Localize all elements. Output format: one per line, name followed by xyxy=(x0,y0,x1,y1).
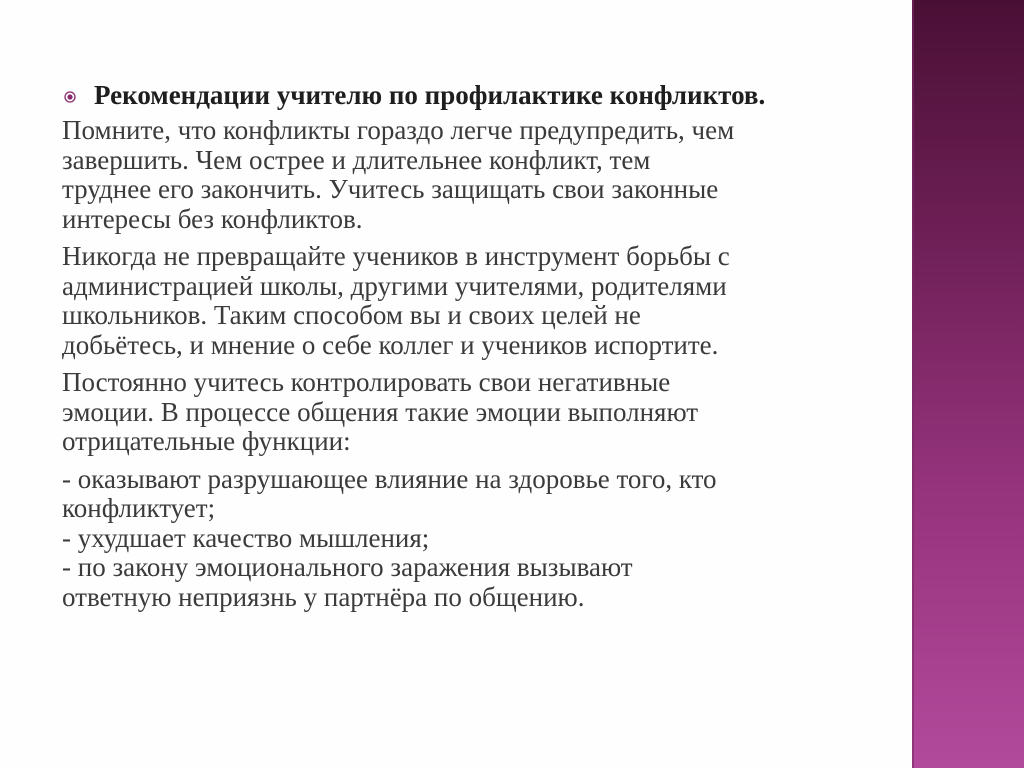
paragraph-line: школьников. Таким способом вы и своих целей не xyxy=(62,300,641,330)
paragraph-line: - оказывают разрушающее влияние на здоровье того, кто xyxy=(62,463,717,494)
paragraph-1 xyxy=(62,116,892,234)
paragraph-line: завершить. Чем острее и длительнее конфликт, тем xyxy=(62,144,651,175)
paragraph-3 xyxy=(62,368,892,457)
paragraph-line: Никогда не превращайте учеников в инструмент борьбы с xyxy=(62,241,730,271)
heading-row xyxy=(62,80,892,110)
paragraph-line: - ухудшает качество мышления; xyxy=(62,522,430,553)
paragraph-line: ответную неприязнь у партнёра по общению. xyxy=(62,581,585,612)
paragraph-line: Постоянно учитесь контролировать свои негативные xyxy=(62,367,671,397)
paragraph-4 xyxy=(62,465,892,613)
paragraph-line: Помните, что конфликты гораздо легче предупредить, чем xyxy=(62,115,735,145)
paragraph-line: труднее его закончить. Учитесь защищать свои законные xyxy=(62,174,719,204)
paragraph-line: эмоции. В процессе общения такие эмоции выполняют xyxy=(62,396,699,427)
decorative-side-band xyxy=(912,0,1024,768)
slide-heading: Рекомендации учителю по профилактике конфликтов. xyxy=(94,80,766,110)
slide-content xyxy=(62,80,892,620)
circle-bullet-icon xyxy=(64,91,76,103)
paragraph-line: добьётесь, и мнение о себе коллег и учеников испортите. xyxy=(62,329,719,360)
paragraph-line: - по закону эмоционального заражения вызывают xyxy=(62,552,633,582)
side-band-edge xyxy=(912,0,914,768)
paragraph-line: конфликтует; xyxy=(62,493,216,523)
paragraph-2 xyxy=(62,242,892,360)
paragraph-line: администрацией школы, другими учителями, родителями xyxy=(62,270,727,301)
paragraph-line: интересы без конфликтов. xyxy=(62,203,363,234)
paragraph-line: отрицательные функции: xyxy=(62,426,351,456)
